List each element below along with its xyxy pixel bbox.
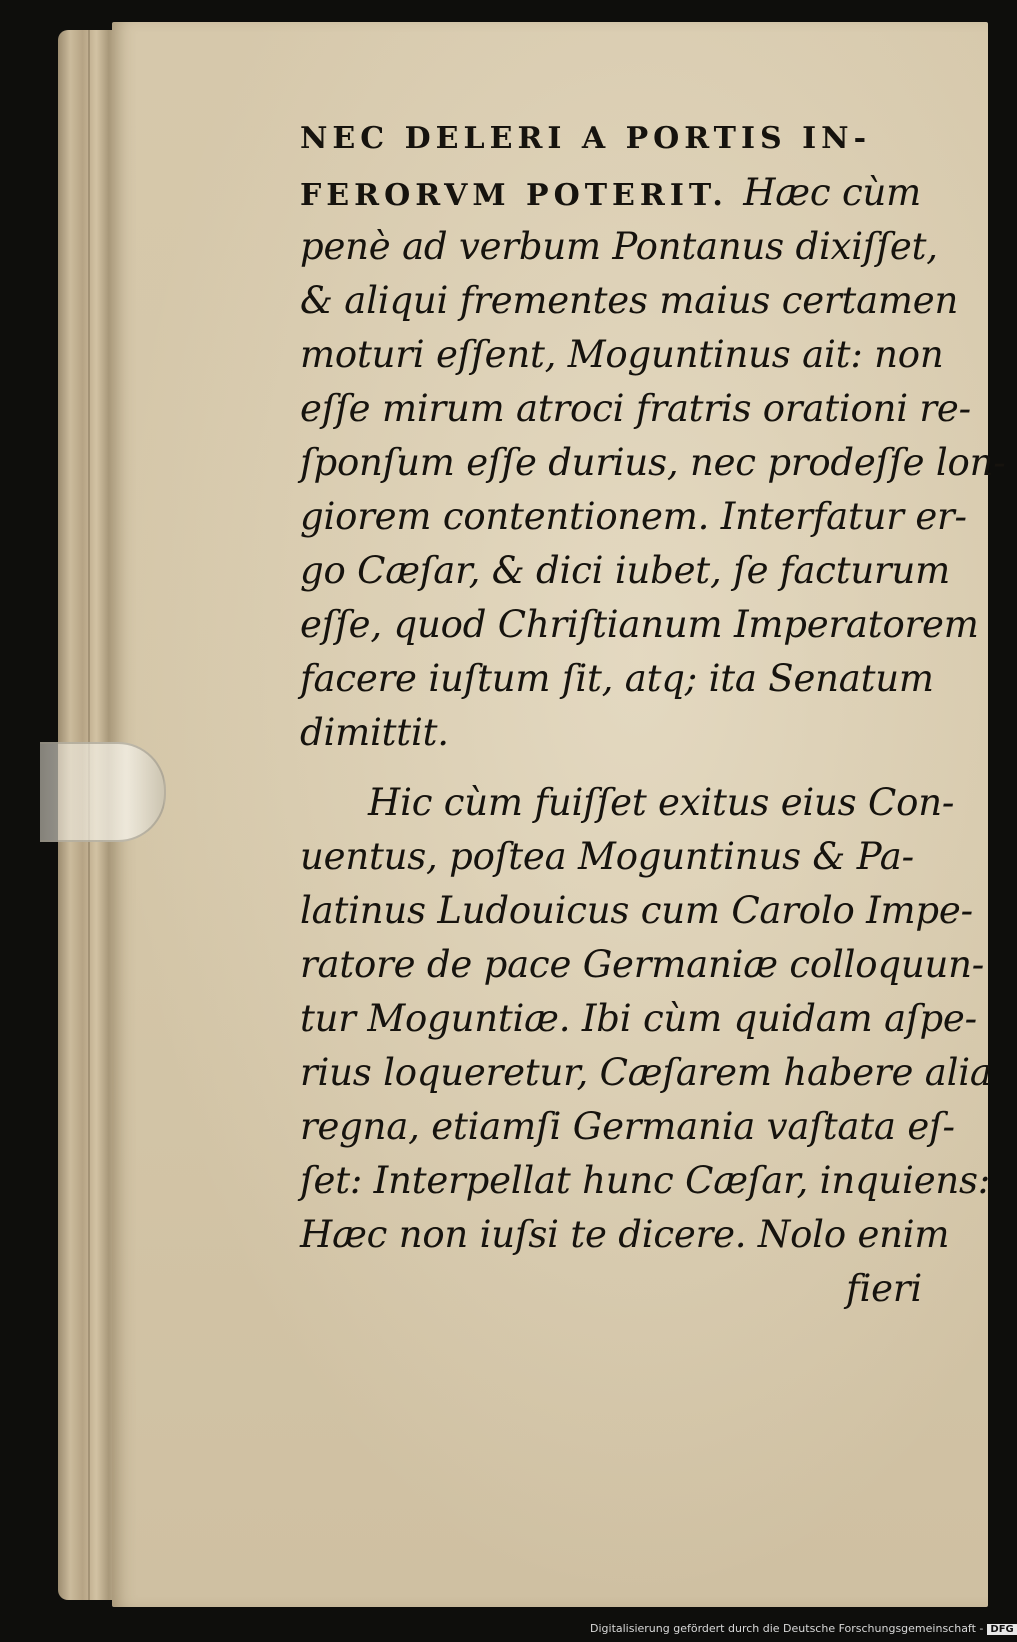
- dfg-logo: DFG: [987, 1624, 1016, 1635]
- text-line: regna, etiamſi Germania vaſtata eſ-: [300, 1105, 955, 1148]
- page-clip: [40, 742, 166, 842]
- text-line: ſet: Interpellat hunc Cæſar, inquiens:: [300, 1159, 991, 1202]
- digitization-credit: [590, 1622, 1017, 1635]
- text-line: latinus Ludouicus cum Carolo Impe-: [300, 889, 973, 932]
- text-line: uentus, poſtea Moguntinus & Pa-: [300, 835, 914, 878]
- text-line: dimittit.: [300, 711, 449, 754]
- text-line: go Cæſar, & dici iubet, ſe facturum: [300, 549, 951, 592]
- catchword: fieri: [846, 1267, 922, 1310]
- text-line: ſponſum eſſe durius, nec prodeſſe lon-: [300, 441, 1006, 484]
- text-line: NEC DELERI A PORTIS IN-: [300, 121, 872, 156]
- text-line: giorem contentionem. Interfatur er-: [300, 495, 967, 538]
- text-line: Hæc non iuſsi te dicere. Nolo enim: [300, 1213, 950, 1256]
- text-line: facere iuſtum ſit, atq; ita Senatum: [300, 657, 934, 700]
- paragraph-start-line: Hic cùm fuiſſet exitus eius Con-: [368, 781, 955, 824]
- text-line: ratore de pace Germaniæ colloquun-: [300, 943, 985, 986]
- text-line: eſſe mirum atroci fratris orationi re-: [300, 387, 971, 430]
- text-line: penè ad verbum Pontanus dixiſſet,: [300, 225, 938, 268]
- text-line: FERORVM POTERIT. Hæc cùm: [300, 171, 921, 214]
- page-text: [300, 112, 1006, 1316]
- credit-text: Digitalisierung gefördert durch die Deutsche Forschungsgemeinschaft -: [590, 1622, 984, 1635]
- text-line: & aliqui frementes maius certamen: [300, 279, 959, 322]
- text-line: tur Moguntiæ. Ibi cùm quidam aſpe-: [300, 997, 977, 1040]
- text-line: rius loqueretur, Cæſarem habere alia: [300, 1051, 992, 1094]
- text-line: eſſe, quod Chriſtianum Imperatorem: [300, 603, 979, 646]
- text-line: moturi eſſent, Moguntinus ait: non: [300, 333, 944, 376]
